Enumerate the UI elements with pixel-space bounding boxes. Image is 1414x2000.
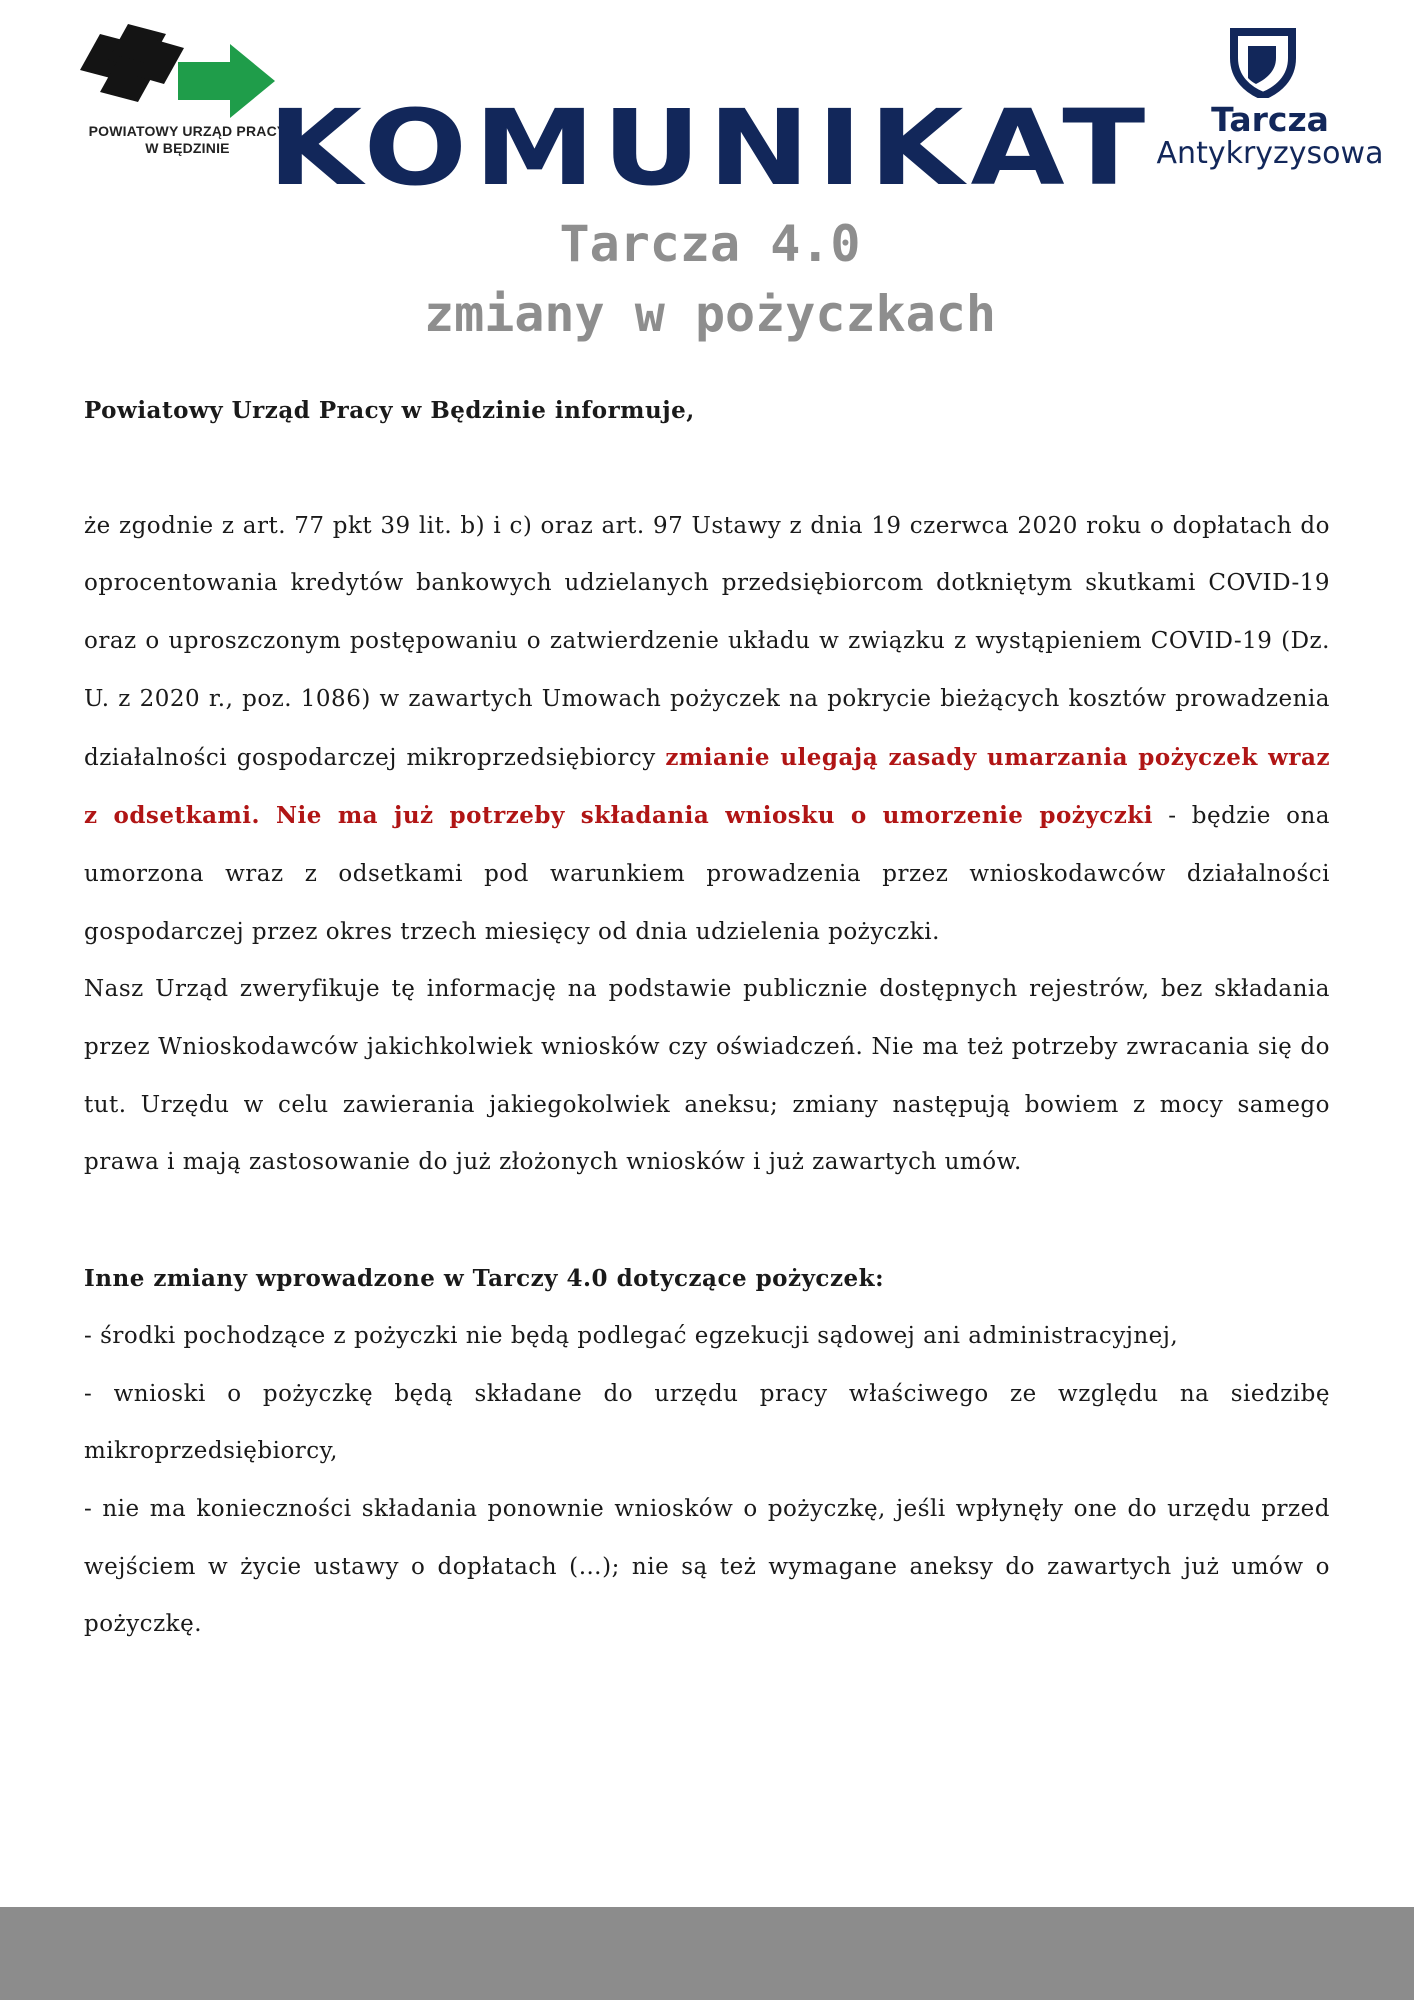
footer-band (0, 1907, 1414, 2000)
page-title: KOMUNIKAT (267, 87, 1153, 209)
intro-line: Powiatowy Urząd Pracy w Będzinie informuje, (84, 397, 695, 424)
org-logo-line1: POWIATOWY URZĄD PRACY (88, 123, 287, 139)
subtitle-line2: zmiany w pożyczkach (424, 285, 996, 343)
main-paragraph (84, 498, 1330, 962)
subtitle-line1: Tarcza 4.0 (559, 215, 861, 273)
shield-icon (1228, 28, 1298, 98)
brand-subname: Antykryzysowa (1156, 136, 1384, 171)
list-item: - nie ma konieczności składania ponownie wniosków o pożyczkę, jeśli wpłynęły one do urzędu przed wejściem w życie ustawy o dopłatach (…); nie są też wymagane aneksy do zawartych już umów o pożyczkę. (84, 1495, 1330, 1638)
main-paragraph-continuation: - będzie ona umorzona wraz z odsetkami pod warunkiem prowadzenia przez wnioskodawców działalności gospodarczej przez okres trzech miesięcy od dnia udzielenia pożyczki. (84, 803, 1330, 945)
list-item: - wnioski o pożyczkę będą składane do urzędu pracy właściwego ze względu na siedzibę mikroprzedsiębiorcy, (84, 1380, 1330, 1465)
spacer (84, 440, 1330, 498)
highlighted-change: zmianie ulegają zasady umarzania pożyczek wraz z odsetkami. Nie ma już potrzeby składania wniosku o umorzenie pożyczki (84, 743, 1330, 830)
main-paragraph-text: że zgodnie z art. 77 pkt 39 lit. b) i c) oraz art. 97 Ustawy z dnia 19 czerwca 2020 roku o dopłatach do oprocentowania kredytów bankowych udzielanych przedsiębiorcom dotkniętym skutkami COVID-19 oraz o uproszczonym postępowaniu o zatwierdzenie układu w związku z wystąpieniem COVID-19 (Dz. U. z 2020 r., poz. 1086) w zawartych Umowach pożyczek na pokrycie bieżących kosztów prowadzenia działalności gospodarczej mikroprzedsiębiorcy (84, 512, 1330, 771)
other-changes-heading: Inne zmiany wprowadzone w Tarczy 4.0 dotyczące pożyczek: (84, 1265, 885, 1293)
brand-name: Tarcza (1211, 100, 1329, 139)
spacer (84, 1192, 1330, 1250)
announcement-body (84, 382, 1330, 1654)
org-logo-line2: W BĘDZINIE (145, 140, 230, 156)
list-item: - środki pochodzące z pożyczki nie będą podlegać egzekucji sądowej ani administracyjnej, (84, 1322, 1179, 1349)
verification-paragraph: Nasz Urząd zweryfikuje tę informację na podstawie publicznie dostępnych rejestrów, bez składania przez Wnioskodawców jakichkolwiek wniosków czy oświadczeń. Nie ma też potrzeby zwracania się do tut. Urzędu w celu zawierania jakiegokolwiek aneksu; zmiany następują bowiem z mocy samego prawa i mają zastosowanie do już złożonych wniosków i już zawartych umów. (84, 976, 1330, 1176)
